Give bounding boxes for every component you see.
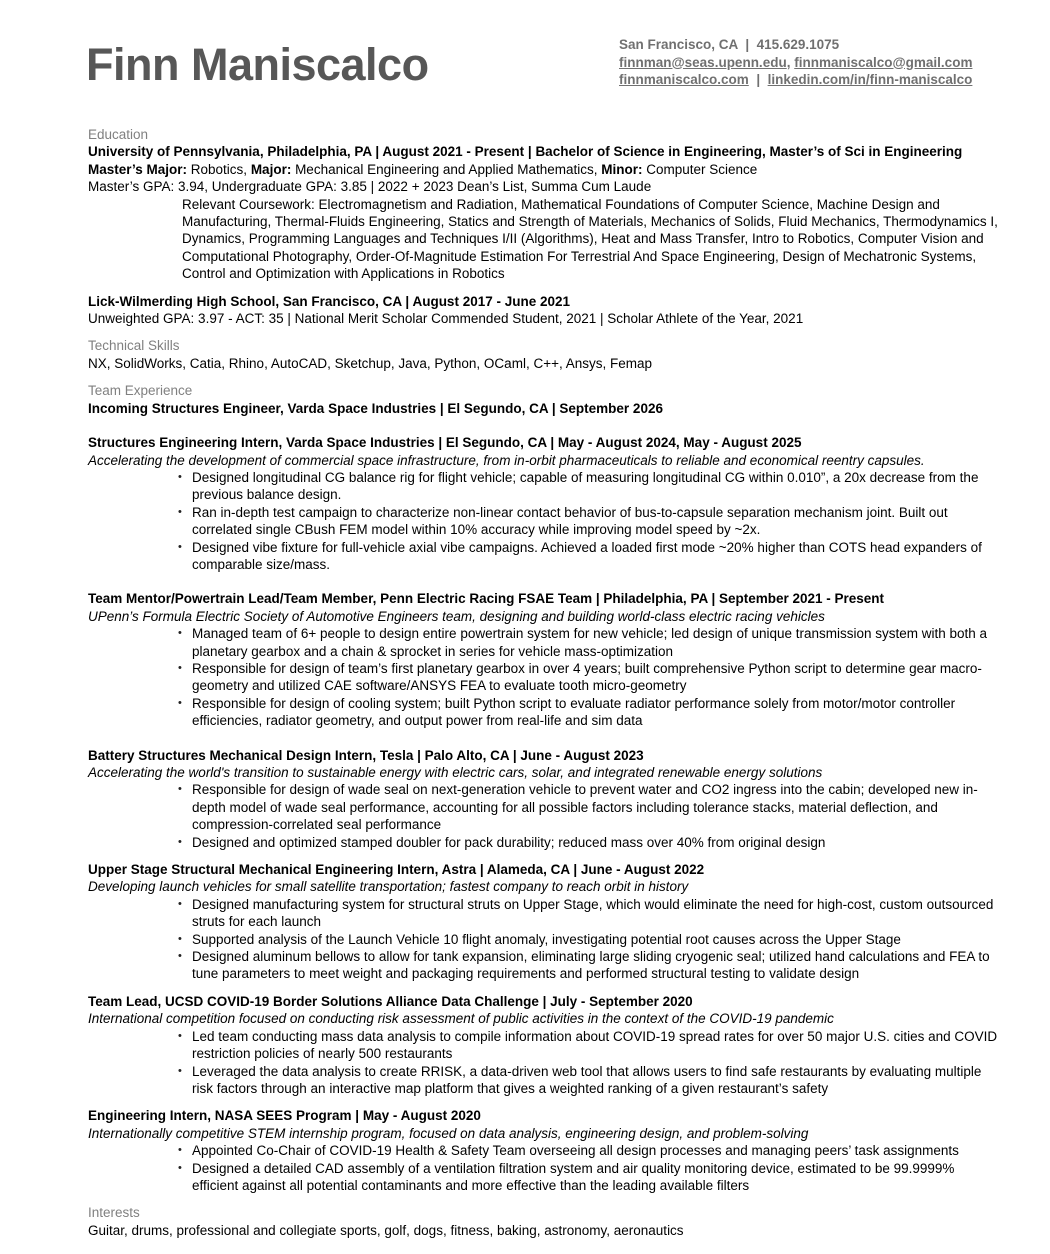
experience-section-title: Team Experience bbox=[88, 383, 193, 399]
job-bullets bbox=[88, 469, 998, 573]
website-link[interactable]: finnmaniscalco.com bbox=[619, 72, 749, 87]
comma: , bbox=[786, 54, 791, 70]
penn-majors bbox=[88, 161, 998, 178]
job-entry bbox=[88, 747, 998, 851]
contact-block bbox=[619, 36, 972, 89]
contact-line-location bbox=[619, 36, 972, 54]
job-header: Structures Engineering Intern, Varda Space Industries | El Segundo, CA | May - August 2024, May - August 2025 bbox=[88, 435, 802, 451]
job-bullet: • Designed aluminum bellows to allow for tank expansion, eliminating large sliding cryogenic seal; utilized hand calculations and FEA to tune parameters to meet weight and packaging requirements and performed structural testing to validate design bbox=[192, 948, 998, 983]
job-header: Upper Stage Structural Mechanical Engineering Intern, Astra | Alameda, CA | June - August 2022 bbox=[88, 862, 705, 878]
major-value: Mechanical Engineering and Applied Mathematics, bbox=[291, 161, 602, 177]
interests-list: Guitar, drums, professional and collegiate sports, golf, dogs, fitness, baking, astronomy, aeronautics bbox=[88, 1222, 684, 1238]
job-entry bbox=[88, 590, 998, 729]
minor-value: Computer Science bbox=[642, 161, 758, 177]
skills-section-title: Technical Skills bbox=[88, 338, 180, 354]
job-bullet: • Designed and optimized stamped doubler for pack durability; reduced mass over 40% from original design bbox=[192, 834, 998, 851]
job-bullet: • Responsible for design of team’s first planetary gearbox in over 4 years; built comprehensive Python script to determine gear macro-geometry and utilized CAE software/ANSYS FEA to evaluate tooth micro-geometry bbox=[192, 660, 998, 695]
job-bullet: • Supported analysis of the Launch Vehicle 10 flight anomaly, investigating potential root causes across the Upper Stage bbox=[192, 931, 998, 948]
job-description: Developing launch vehicles for small satellite transportation; fastest company to reach orbit in history bbox=[88, 879, 689, 895]
candidate-name: Finn Maniscalco bbox=[86, 39, 429, 90]
job-bullet: • Designed vibe fixture for full-vehicle axial vibe campaigns. Achieved a loaded first mode ~20% higher than COTS head expanders of comparable size/mass. bbox=[192, 539, 998, 574]
job-bullet: • Led team conducting mass data analysis to compile information about COVID-19 spread rates for over 50 major U.S. cities and COVID restriction policies of nearly 500 restaurants bbox=[192, 1028, 998, 1063]
majors-value: Robotics, bbox=[187, 161, 251, 177]
job-bullet: • Managed team of 6+ people to design entire powertrain system for new vehicle; led design of unique transmission system with both a planetary gearbox and a chain & sprocket in series for vehicle mass-optimization bbox=[192, 625, 998, 660]
skills-list: NX, SolidWorks, Catia, Rhino, AutoCAD, Sketchup, Java, Python, OCaml, C++, Ansys, Femap bbox=[88, 355, 652, 371]
job-bullets bbox=[88, 781, 998, 851]
contact-line-email bbox=[619, 54, 972, 72]
minor-label: Minor: bbox=[601, 161, 643, 177]
personal-email-link[interactable]: finnmaniscalco@gmail.com bbox=[794, 54, 973, 70]
incoming-role: Incoming Structures Engineer, Varda Space Industries | El Segundo, CA | September 2026 bbox=[88, 400, 663, 416]
job-description: Internationally competitive STEM internship program, focused on data analysis, engineering design, and problem-solving bbox=[88, 1125, 809, 1141]
job-description: Accelerating the development of commercial space infrastructure, from in-orbit pharmaceuticals to reliable and economical reentry capsules. bbox=[88, 452, 925, 468]
job-description: UPenn’s Formula Electric Society of Automotive Engineers team, designing and building world-class electric racing vehicles bbox=[88, 608, 825, 624]
separator: | bbox=[745, 37, 750, 52]
job-entry bbox=[88, 993, 998, 1097]
job-bullet: • Ran in-depth test campaign to characterize non-linear contact behavior of bus-to-capsule separation mechanism joint. Built out correlated single CBush FEM model within 10% accuracy while improving model speed by ~2x. bbox=[192, 504, 998, 539]
contact-line-web bbox=[619, 71, 972, 89]
penn-header: University of Pennsylvania, Philadelphia, PA | August 2021 - Present | Bachelor of Science in Engineering, Master’s of Sci in Engineering bbox=[88, 144, 963, 160]
job-bullet: • Leveraged the data analysis to create RRISK, a data-driven web tool that allows users to find safe restaurants by evaluating multiple risk factors through an interactive map platform that gives a weighted ranking of a given restaurant’s safety bbox=[192, 1063, 998, 1098]
coursework: Relevant Coursework: Electromagnetism and Radiation, Mathematical Foundations of Computer Science, Machine Design and Manufacturing, Thermal-Fluids Engineering, Statics and Strength of Materials, Mechanics of Solids, Fluid Mechanics, Thermodynamics I, Dynamics, Programming Languages and Techniques I/II (Algorithms), Heat and Mass Transfer, Intro to Robotics, Computer Vision and Computational Photography, Order-Of-Magnitude Estimation For Terrestrial And Space Engineering, Design of Mechatronic Systems, Control and Optimization with Applications in Robotics bbox=[182, 196, 998, 282]
job-description: International competition focused on conducting risk assessment of public activities in the context of the COVID-19 pandemic bbox=[88, 1011, 834, 1027]
penn-gpa: Master’s GPA: 3.94, Undergraduate GPA: 3.85 | 2022 + 2023 Dean’s List, Summa Cum Laude bbox=[88, 179, 652, 195]
job-entry bbox=[88, 861, 998, 983]
majors-label: Master’s Major: bbox=[88, 161, 188, 177]
school-email-link[interactable]: finnman@seas.upenn.edu bbox=[619, 54, 787, 70]
phone: 415.629.1075 bbox=[756, 37, 840, 52]
job-header: Team Mentor/Powertrain Lead/Team Member, Penn Electric Racing FSAE Team | Philadelphia, PA | September 2021 - Present bbox=[88, 591, 885, 607]
education-section-title: Education bbox=[88, 127, 149, 142]
job-header: Team Lead, UCSD COVID-19 Border Solutions Alliance Data Challenge | July - September 2020 bbox=[88, 993, 693, 1009]
job-description: Accelerating the world's transition to sustainable energy with electric cars, solar, and integrated renewable energy solutions bbox=[88, 765, 823, 780]
job-bullets bbox=[88, 1028, 998, 1098]
job-bullet: • Responsible for design of wade seal on next-generation vehicle to prevent water and CO2 ingress into the cabin; developed new in-depth model of wade seal performance, accounting for all possible factors including tolerance stacks, material deflection, and compression-correlated seal performance bbox=[192, 781, 998, 833]
resume-body bbox=[88, 126, 998, 1239]
hs-details: Unweighted GPA: 3.97 - ACT: 35 | National Merit Scholar Commended Student, 2021 | Scholar Athlete of the Year, 2021 bbox=[88, 311, 804, 327]
job-entry bbox=[88, 1107, 998, 1194]
job-bullet: • Designed manufacturing system for structural struts on Upper Stage, which would eliminate the need for high-cost, custom outsourced struts for each launch bbox=[192, 896, 998, 931]
job-header: Engineering Intern, NASA SEES Program | May - August 2020 bbox=[88, 1108, 481, 1124]
job-bullet: • Designed longitudinal CG balance rig for flight vehicle; capable of measuring longitudinal CG within 0.010”, a 20x decrease from the previous balance design. bbox=[192, 469, 998, 504]
location: San Francisco, CA bbox=[619, 37, 738, 52]
job-bullet: • Responsible for design of cooling system; built Python script to evaluate radiator performance solely from motor/motor controller efficiencies, radiator geometry, and output power from real-life and sim data bbox=[192, 695, 998, 730]
major-label: Major: bbox=[250, 161, 292, 177]
job-header: Battery Structures Mechanical Design Intern, Tesla | Palo Alto, CA | June - August 2023 bbox=[88, 747, 644, 763]
separator: | bbox=[756, 72, 761, 87]
linkedin-link[interactable]: linkedin.com/in/finn-maniscalco bbox=[767, 72, 973, 87]
job-bullets bbox=[88, 896, 998, 983]
job-entry bbox=[88, 434, 998, 573]
job-bullet: • Appointed Co-Chair of COVID-19 Health & Safety Team overseeing all design processes and managing peers’ task assignments bbox=[192, 1142, 998, 1159]
interests-section-title: Interests bbox=[88, 1205, 140, 1221]
job-bullets bbox=[88, 1142, 998, 1194]
job-bullets bbox=[88, 625, 998, 729]
hs-header: Lick-Wilmerding High School, San Francisco, CA | August 2017 - June 2021 bbox=[88, 293, 571, 309]
job-bullet: • Designed a detailed CAD assembly of a ventilation filtration system and air quality monitoring device, estimated to be 99.9999% efficient against all potential contaminants and more effective than the leading available filters bbox=[192, 1160, 998, 1195]
